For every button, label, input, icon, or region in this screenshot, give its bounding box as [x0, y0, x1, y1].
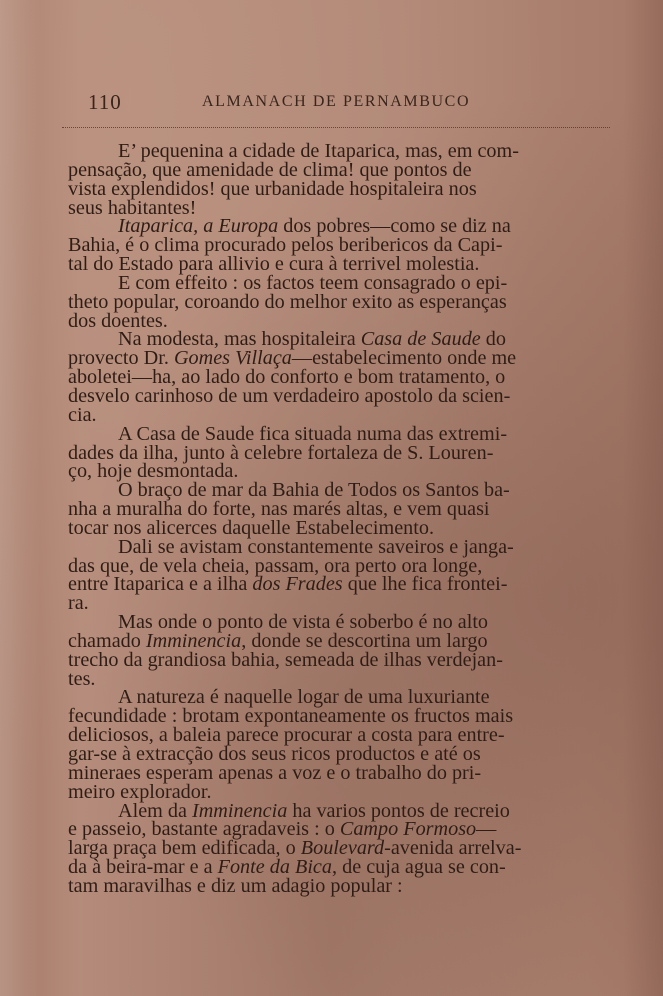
text-run: —: [476, 818, 497, 841]
italic-text-run: Itaparica, a Europa: [118, 215, 279, 238]
text-line: [56, 384, 611, 407]
italic-text-run: Gomes Villaça: [173, 347, 292, 370]
text-run: Alem da: [118, 799, 192, 822]
text-run: entre Itaparica e a ilha: [68, 573, 253, 596]
page-header: [88, 90, 608, 120]
italic-text-run: Campo Formoso: [339, 818, 477, 841]
italic-text-run: Boulevard: [300, 837, 385, 860]
text-run: E’ pequenina a cidade de Itaparica, mas, em com-: [118, 140, 519, 162]
italic-text-run: Imminencia: [145, 629, 242, 652]
text-run: E com effeito : os factos teem consagrado o epi-: [118, 271, 508, 294]
text-run: cia.: [68, 403, 97, 426]
text-run: —estabelecimento onde me: [291, 347, 517, 370]
text-run: aboletei—ha, ao lado do conforto e bom tratamento, o: [68, 366, 506, 389]
text-run: nha a muralha do forte, nas marés altas, e vem quasi: [68, 498, 490, 521]
text-run: ço, hoje desmontada.: [68, 460, 239, 483]
body-text: [56, 142, 611, 896]
italic-text-run: Fonte da Bica: [217, 856, 332, 879]
text-run: dos doentes.: [68, 309, 168, 332]
text-run: pensação, que amenidade de clima! que pontos de: [68, 158, 472, 181]
text-run: , donde se descortina um largo: [241, 629, 488, 652]
text-run: meiro explorador.: [68, 780, 212, 803]
italic-text-run: Imminencia: [192, 799, 288, 822]
text-run: vista explendidos! que urbanidade hospitaleira nos: [68, 177, 477, 200]
text-run: theto popular, coroando do melhor exito as esperanças: [68, 290, 507, 313]
text-run: ra.: [68, 592, 89, 615]
header-rule: [62, 127, 610, 128]
text-run: dades da ilha, junto à celebre fortaleza de S. Louren-: [68, 441, 494, 464]
text-run: do: [480, 328, 506, 351]
text-run: tam maravilhas e diz um adagio popular :: [68, 874, 403, 897]
text-run: tes.: [68, 667, 96, 690]
text-line: [56, 575, 611, 594]
text-line: [56, 874, 611, 897]
text-run: fecundidade : brotam expontaneamente os fructos mais: [68, 705, 514, 728]
running-title: ALMANACH DE PERNAMBUCO: [202, 93, 471, 110]
text-run: provecto Dr.: [68, 347, 174, 370]
text-run: A Casa de Saude fica situada numa das extremi-: [118, 422, 508, 445]
text-run: Dali se avistam constantemente saveiros e janga-: [118, 535, 514, 558]
text-run: Mas onde o ponto de vista é soberbo é no alto: [118, 611, 489, 634]
text-run: tal do Estado para allivio e cura à terrivel molestia.: [68, 253, 480, 276]
text-run: das que, de vela cheia, passam, ora perto ora longe,: [68, 554, 483, 577]
text-run: chamado: [68, 629, 146, 652]
text-run: seus habitantes!: [68, 196, 197, 219]
text-run: Bahia, é o clima procurado pelos beribericos da Capi-: [68, 234, 503, 257]
italic-text-run: Casa de Saude: [360, 328, 481, 351]
text-run: trecho da grandiosa bahia, semeada de ilhas verdejan-: [68, 648, 503, 671]
text-line: [56, 648, 611, 671]
page-edge-left: [0, 0, 40, 996]
text-run: e passeio, bastante agradaveis : o: [68, 818, 340, 841]
text-run: -avenida arrelva-: [384, 837, 522, 860]
italic-text-run: dos Frades: [252, 573, 343, 596]
page-edge-right: [623, 0, 663, 996]
text-run: ha varios pontos de recreio: [287, 799, 510, 822]
text-run: mineraes esperam apenas a voz e o trabalho do pri-: [68, 761, 482, 784]
text-run: dos pobres—como se diz na: [278, 215, 511, 238]
page-number: 110: [88, 90, 122, 114]
text-run: larga praça bem edificada, o: [68, 837, 301, 860]
text-run: gar-se à extracção dos seus ricos productos e até os: [68, 743, 481, 765]
text-run: , de cuja agua se con-: [332, 856, 506, 879]
text-run: deliciosos, a baleia parece procurar a costa para entre-: [68, 724, 505, 747]
text-run: O braço de mar da Bahia de Todos os Santos ba-: [118, 479, 510, 502]
text-run: Na modesta, mas hospitaleira: [118, 328, 361, 351]
text-run: tocar nos alicerces daquelle Estabelecimento.: [68, 516, 435, 539]
text-run: que lhe fica frontei-: [342, 573, 508, 596]
text-run: A natureza é naquelle logar de uma luxuriante: [118, 686, 490, 709]
text-run: desvelo carinhoso de um verdadeiro apostolo da scien-: [68, 384, 511, 407]
text-run: da à beira-mar e a: [68, 856, 218, 879]
